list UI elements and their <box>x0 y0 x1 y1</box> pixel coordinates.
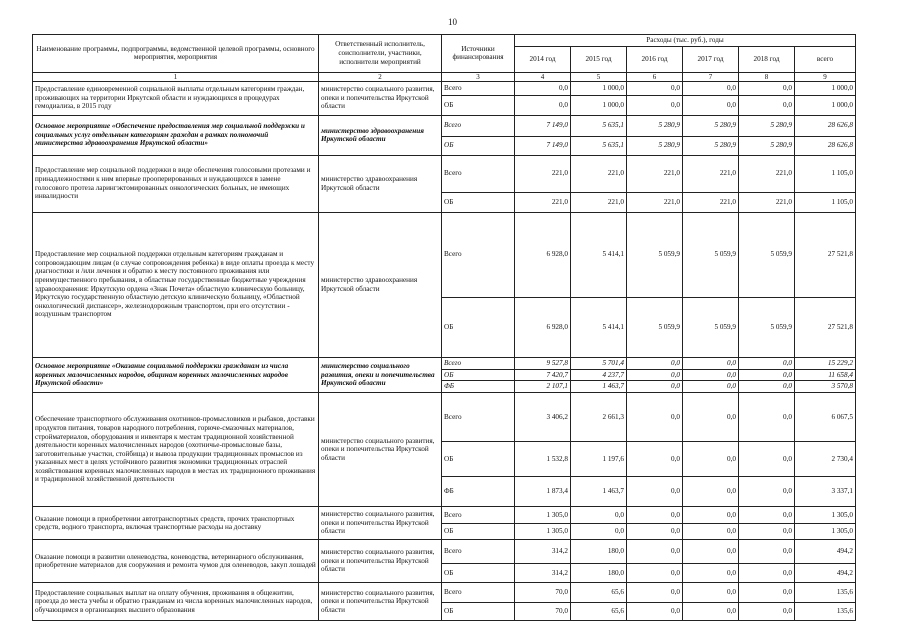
total-value: 135,6 <box>795 583 856 603</box>
year-value: 4 237,7 <box>571 369 627 381</box>
year-value: 1 463,7 <box>571 381 627 393</box>
year-value: 0,0 <box>627 583 683 603</box>
measure-name: Оказание помощи в развитии оленеводства, коневодства, ветеринарного обслуживания, приобретение материалов для сооружения и ремонта чумов для оленеводов, закуп лошадей <box>33 540 319 583</box>
year-value: 1 305,0 <box>515 524 571 540</box>
table-row <box>33 393 856 442</box>
measure-executor: министерство здравоохранения Иркутской области <box>319 115 442 155</box>
funding-source: Всего <box>442 155 515 192</box>
year-value: 65,6 <box>571 583 627 603</box>
column-index: 6 <box>627 72 683 81</box>
total-value: 15 229,2 <box>795 357 856 369</box>
year-value: 0,0 <box>739 507 795 524</box>
total-value: 28 626,8 <box>795 115 856 136</box>
year-value: 1 463,7 <box>571 477 627 507</box>
total-value: 1 305,0 <box>795 507 856 524</box>
year-value: 5 280,9 <box>739 136 795 155</box>
year-value: 6 928,0 <box>515 212 571 297</box>
total-value: 494,2 <box>795 564 856 583</box>
total-value: 6 067,5 <box>795 393 856 442</box>
table-row <box>33 81 856 95</box>
year-value: 221,0 <box>739 192 795 212</box>
table-row <box>33 507 856 524</box>
measure-name: Оказание помощи в приобретении автотранспортных средств, прочих транспортных средств, водного транспорта, включая транспортные расходы на доставку <box>33 507 319 540</box>
year-value: 5 059,9 <box>739 297 795 357</box>
table-body <box>33 81 856 621</box>
column-index: 4 <box>515 72 571 81</box>
total-value: 27 521,8 <box>795 212 856 297</box>
year-value: 0,0 <box>683 81 739 95</box>
year-value: 221,0 <box>515 192 571 212</box>
funding-source: ОБ <box>442 442 515 477</box>
total-value: 1 000,0 <box>795 95 856 115</box>
total-value: 3 337,1 <box>795 477 856 507</box>
year-value: 7 149,0 <box>515 115 571 136</box>
page-number: 10 <box>448 17 457 27</box>
year-value: 221,0 <box>739 155 795 192</box>
year-value: 0,0 <box>627 393 683 442</box>
measure-executor: министерство здравоохранения Иркутской области <box>319 155 442 212</box>
year-value: 221,0 <box>627 155 683 192</box>
measure-name: Основное мероприятие «Оказание социальной поддержки гражданам из числа коренных малочисленных народов, общинам коренных малочисленных народов Иркутской области» <box>33 357 319 393</box>
year-value: 0,0 <box>627 524 683 540</box>
year-value: 314,2 <box>515 564 571 583</box>
funding-source: Всего <box>442 393 515 442</box>
year-value: 0,0 <box>515 95 571 115</box>
total-value: 494,2 <box>795 540 856 564</box>
year-value: 180,0 <box>571 564 627 583</box>
year-value: 1 000,0 <box>571 95 627 115</box>
year-value: 0,0 <box>739 524 795 540</box>
year-value: 180,0 <box>571 540 627 564</box>
measure-name: Предоставление социальных выплат на оплату обучения, проживания в общежитии, проезда до места учебы и обратно гражданам из числа коренных малочисленных народов, обучающимся в организациях высшего образования <box>33 583 319 621</box>
total-value: 3 570,8 <box>795 381 856 393</box>
year-value: 0,0 <box>683 393 739 442</box>
year-value: 2 107,1 <box>515 381 571 393</box>
header-expenses: Расходы (тыс. руб.), годы <box>515 35 856 47</box>
year-value: 0,0 <box>683 603 739 621</box>
funding-source: ОБ <box>442 95 515 115</box>
year-value: 70,0 <box>515 603 571 621</box>
column-index: 8 <box>739 72 795 81</box>
year-value: 0,0 <box>739 369 795 381</box>
funding-source: ОБ <box>442 192 515 212</box>
measure-executor: министерство социального развития, опеки и попечительства Иркутской области <box>319 540 442 583</box>
column-index: 2 <box>319 72 442 81</box>
header-source: Источники финансирования <box>442 35 515 73</box>
header-year: 2014 год <box>515 46 571 72</box>
year-value: 0,0 <box>739 603 795 621</box>
year-value: 5 059,9 <box>739 212 795 297</box>
year-value: 5 280,9 <box>683 115 739 136</box>
total-value: 135,6 <box>795 603 856 621</box>
year-value: 0,0 <box>627 381 683 393</box>
year-value: 221,0 <box>627 192 683 212</box>
header-year: 2015 год <box>571 46 627 72</box>
measure-executor: министерство социального развития, опеки и попечительства Иркутской области <box>319 81 442 115</box>
year-value: 0,0 <box>739 583 795 603</box>
year-value: 1 305,0 <box>515 507 571 524</box>
total-value: 1 305,0 <box>795 524 856 540</box>
year-value: 6 928,0 <box>515 297 571 357</box>
year-value: 1 000,0 <box>571 81 627 95</box>
table-row <box>33 540 856 564</box>
year-value: 5 280,9 <box>739 115 795 136</box>
measure-executor: министерство социального развития, опеки и попечительства Иркутской области <box>319 507 442 540</box>
header-year: 2016 год <box>627 46 683 72</box>
total-value: 1 105,0 <box>795 192 856 212</box>
year-value: 0,0 <box>627 477 683 507</box>
measure-executor: министерство здравоохранения Иркутской области <box>319 212 442 357</box>
year-value: 5 414,1 <box>571 212 627 297</box>
year-value: 0,0 <box>683 583 739 603</box>
header-year: 2018 год <box>739 46 795 72</box>
year-value: 221,0 <box>683 155 739 192</box>
year-value: 70,0 <box>515 583 571 603</box>
year-value: 0,0 <box>683 507 739 524</box>
measure-executor: министерство социального развития, опеки и попечительства Иркутской области <box>319 393 442 507</box>
funding-source: ОБ <box>442 297 515 357</box>
year-value: 2 661,3 <box>571 393 627 442</box>
funding-source: Всего <box>442 115 515 136</box>
total-value: 2 730,4 <box>795 442 856 477</box>
year-value: 0,0 <box>627 357 683 369</box>
year-value: 7 420,7 <box>515 369 571 381</box>
year-value: 0,0 <box>571 524 627 540</box>
measure-name: Предоставление единовременной социальной выплаты отдельным категориям граждан, проживающих на территории Иркутской области и нуждающихся в процедурах гемодиализа, в 2015 году <box>33 81 319 115</box>
funding-source: ОБ <box>442 603 515 621</box>
funding-source: ОБ <box>442 564 515 583</box>
table-row <box>33 357 856 369</box>
year-value: 0,0 <box>739 477 795 507</box>
year-value: 221,0 <box>571 192 627 212</box>
total-value: 1 105,0 <box>795 155 856 192</box>
year-value: 1 873,4 <box>515 477 571 507</box>
year-value: 0,0 <box>571 507 627 524</box>
year-value: 0,0 <box>683 357 739 369</box>
year-value: 0,0 <box>683 564 739 583</box>
year-value: 65,6 <box>571 603 627 621</box>
year-value: 0,0 <box>627 507 683 524</box>
year-value: 0,0 <box>739 95 795 115</box>
funding-source: ОБ <box>442 524 515 540</box>
measure-name: Предоставление мер социальной поддержки отдельным категориям гражданам и сопровождающим лицам (в случае сопровождения ребенка) в виде оплаты проезда к месту диагностики и /или лечения и обратно к месту постоянного проживания или преимущественного пребывания, в областные государственные бюджетные учреждения здравоохранения: Иркутскую ордена «Знак Почета» областную клиническую больницу, Иркутскую государственную областную детскую клиническую больницу, «Областной онкологический диспансер», железнодорожным транспортом, при его отсутствии - воздушным транспортом <box>33 212 319 357</box>
year-value: 5 059,9 <box>627 212 683 297</box>
year-value: 0,0 <box>683 524 739 540</box>
year-value: 1 197,6 <box>571 442 627 477</box>
funding-source: Всего <box>442 583 515 603</box>
year-value: 1 532,8 <box>515 442 571 477</box>
column-index: 5 <box>571 72 627 81</box>
year-value: 0,0 <box>627 540 683 564</box>
column-index: 1 <box>33 72 319 81</box>
measure-executor: министерство социального развития, опеки и попечительства Иркутской области <box>319 583 442 621</box>
year-value: 314,2 <box>515 540 571 564</box>
total-value: 27 521,8 <box>795 297 856 357</box>
year-value: 5 280,9 <box>627 136 683 155</box>
funding-source: Всего <box>442 357 515 369</box>
year-value: 5 280,9 <box>683 136 739 155</box>
total-value: 11 658,4 <box>795 369 856 381</box>
year-value: 9 527,8 <box>515 357 571 369</box>
funding-source: Всего <box>442 540 515 564</box>
year-value: 5 414,1 <box>571 297 627 357</box>
year-value: 221,0 <box>515 155 571 192</box>
funding-source: Всего <box>442 212 515 297</box>
measure-name: Предоставление мер социальной поддержки в виде обеспечения голосовыми протезами и принадлежностями к ним впервые прооперированных и нуждающихся в замене голосового протеза ларингэктомированных онкологических больных, не имеющих инвалидности <box>33 155 319 212</box>
year-value: 0,0 <box>739 381 795 393</box>
total-value: 1 000,0 <box>795 81 856 95</box>
header-year: 2017 год <box>683 46 739 72</box>
year-value: 5 280,9 <box>627 115 683 136</box>
year-value: 0,0 <box>739 81 795 95</box>
column-index: 3 <box>442 72 515 81</box>
year-value: 0,0 <box>739 442 795 477</box>
year-value: 5 059,9 <box>627 297 683 357</box>
year-value: 3 406,2 <box>515 393 571 442</box>
year-value: 0,0 <box>683 381 739 393</box>
funding-source: Всего <box>442 507 515 524</box>
measure-name: Обеспечение транспортного обслуживания охотников-промысловиков и рыбаков, доставки продуктов питания, товаров народного потребления, горюче-смазочных материалов, стройматериалов, оборудования и инвентаря к местам традиционной хозяйственной деятельности коренных малочисленных народов (охотничье-промысловые базы, заготовительные участки, стойбища) и вывоза продукции традиционных промыслов из указанных мест в целях устойчивого развития экономики традиционных отраслей хозяйствования коренных малочисленных народов в местах их традиционного проживания и традиционной хозяйственной деятельности <box>33 393 319 507</box>
year-value: 0,0 <box>739 393 795 442</box>
year-value: 0,0 <box>683 477 739 507</box>
column-index: 7 <box>683 72 739 81</box>
year-value: 0,0 <box>627 95 683 115</box>
header-name: Наименование программы, подпрограммы, ведомственной целевой программы, основного мероприятия, мероприятия <box>33 35 319 73</box>
year-value: 0,0 <box>627 81 683 95</box>
year-value: 0,0 <box>627 603 683 621</box>
year-value: 5 635,1 <box>571 115 627 136</box>
funding-source: Всего <box>442 81 515 95</box>
year-value: 0,0 <box>683 369 739 381</box>
year-value: 0,0 <box>627 369 683 381</box>
funding-source: ФБ <box>442 381 515 393</box>
table-row <box>33 115 856 136</box>
year-value: 5 635,1 <box>571 136 627 155</box>
measure-executor: министерство социального развития, опеки и попечительства Иркутской области <box>319 357 442 393</box>
funding-source: ОБ <box>442 369 515 381</box>
column-index: 9 <box>795 72 856 81</box>
year-value: 0,0 <box>739 357 795 369</box>
year-value: 5 059,9 <box>683 297 739 357</box>
year-value: 221,0 <box>683 192 739 212</box>
table-row <box>33 212 856 297</box>
year-value: 0,0 <box>683 95 739 115</box>
expenses-table <box>32 34 856 621</box>
year-value: 5 059,9 <box>683 212 739 297</box>
year-value: 0,0 <box>515 81 571 95</box>
year-value: 0,0 <box>739 540 795 564</box>
table-row <box>33 583 856 603</box>
total-value: 28 626,8 <box>795 136 856 155</box>
year-value: 0,0 <box>683 540 739 564</box>
year-value: 0,0 <box>683 442 739 477</box>
table-row <box>33 155 856 192</box>
year-value: 5 701,4 <box>571 357 627 369</box>
measure-name: Основное мероприятие «Обеспечение предоставления мер социальной поддержки и социальных услуг отдельным категориям граждан в рамках полномочий министерства здравоохранения Иркутской области» <box>33 115 319 155</box>
funding-source: ФБ <box>442 477 515 507</box>
year-value: 221,0 <box>571 155 627 192</box>
header-total: всего <box>795 46 856 72</box>
header-executor: Ответственный исполнитель, соисполнители, участники, исполнители мероприятий <box>319 35 442 73</box>
year-value: 0,0 <box>627 442 683 477</box>
funding-source: ОБ <box>442 136 515 155</box>
year-value: 0,0 <box>739 564 795 583</box>
year-value: 0,0 <box>627 564 683 583</box>
year-value: 7 149,0 <box>515 136 571 155</box>
